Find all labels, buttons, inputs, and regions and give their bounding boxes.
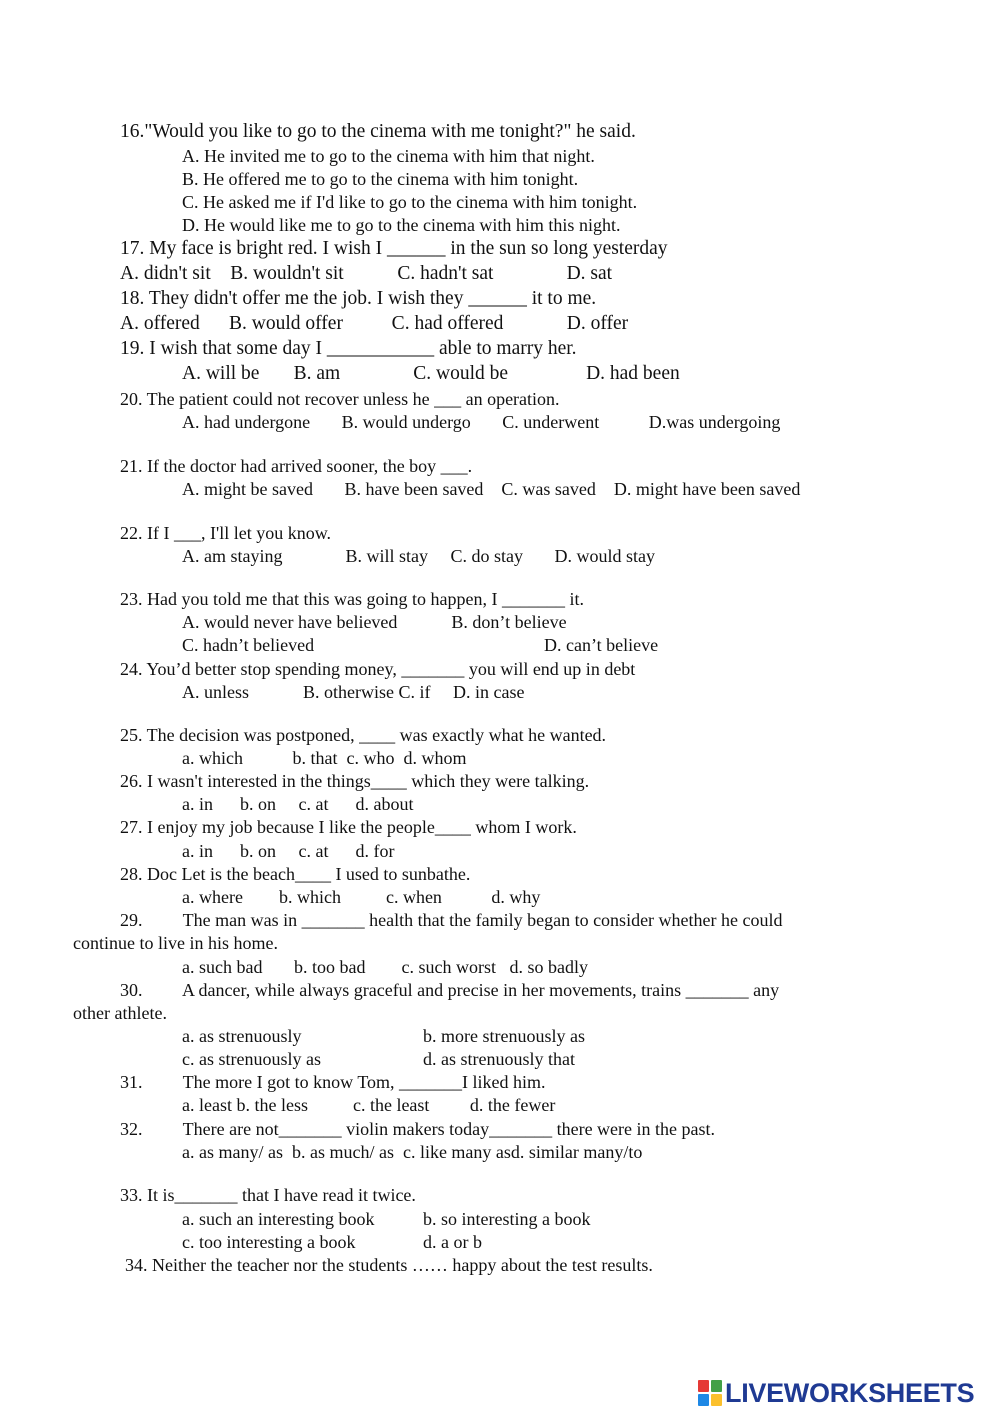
question-22: 22. If I ___, I'll let you know.	[120, 523, 332, 543]
question-33: 33. It is_______ that I have read it twice.	[120, 1185, 416, 1205]
question-32: 32. There are not_______ violin makers today_______ there were in the past.	[120, 1119, 716, 1139]
question-18: 18. They didn't offer me the job. I wish they ______ it to me.	[120, 288, 597, 309]
option-33b: b. so interesting a book	[423, 1209, 591, 1229]
logo-square-yellow	[711, 1394, 722, 1406]
question-31: 31. The more I got to know Tom, _______I liked him.	[120, 1072, 546, 1092]
question-34: 34. Neither the teacher nor the students …… happy about the test results.	[125, 1255, 653, 1275]
option-30d: d. as strenuously that	[423, 1049, 575, 1069]
options-22: A. am staying B. will stay C. do stay D. would stay	[182, 546, 655, 566]
option-16d: D. He would like me to go to the cinema with him this night.	[182, 215, 621, 235]
options-27: a. in b. on c. at d. for	[182, 841, 395, 861]
logo-square-red	[698, 1380, 709, 1392]
question-20: 20. The patient could not recover unless he ___ an operation.	[120, 389, 560, 409]
logo-text: LIVEWORKSHEETS	[725, 1377, 975, 1408]
options-24: A. unless B. otherwise C. if D. in case	[182, 682, 525, 702]
option-33a: a. such an interesting book	[182, 1209, 375, 1229]
liveworksheets-logo-icon	[698, 1380, 722, 1406]
options-25: a. which b. that c. who d. whom	[182, 748, 467, 768]
option-23c: C. hadn’t believed	[182, 635, 315, 655]
option-16a: A. He invited me to go to the cinema with him that night.	[182, 146, 595, 166]
option-30c: c. as strenuously as	[182, 1049, 321, 1069]
option-30b: b. more strenuously as	[423, 1026, 585, 1046]
option-16c: C. He asked me if I'd like to go to the cinema with him tonight.	[182, 192, 638, 212]
question-30-cont: other athlete.	[73, 1003, 167, 1023]
question-28: 28. Doc Let is the beach____ I used to sunbathe.	[120, 864, 471, 884]
options-31: a. least b. the less c. the least d. the fewer	[182, 1095, 556, 1115]
options-29: a. such bad b. too bad c. such worst d. so badly	[182, 957, 588, 977]
options-32: a. as many/ as b. as much/ as c. like many asd. similar many/to	[182, 1142, 643, 1162]
question-30: 30. A dancer, while always graceful and precise in her movements, trains _______ any	[120, 980, 780, 1000]
option-23d: D. can’t believe	[544, 635, 659, 655]
options-20: A. had undergone B. would undergo C. underwent D.was undergoing	[182, 412, 781, 432]
question-29-cont: continue to live in his home.	[73, 933, 278, 953]
options-21: A. might be saved B. have been saved C. was saved D. might have been saved	[182, 479, 801, 499]
options-19: A. will be B. am C. would be D. had been	[182, 363, 680, 384]
liveworksheets-logo	[698, 1378, 974, 1408]
option-16b: B. He offered me to go to the cinema with him tonight.	[182, 169, 579, 189]
question-19: 19. I wish that some day I ___________ able to marry her.	[120, 338, 577, 359]
option-33c: c. too interesting a book	[182, 1232, 356, 1252]
option-30a: a. as strenuously	[182, 1026, 302, 1046]
question-24: 24. You’d better stop spending money, _______ you will end up in debt	[120, 659, 636, 679]
question-27: 27. I enjoy my job because I like the people____ whom I work.	[120, 817, 577, 837]
option-33d: d. a or b	[423, 1232, 482, 1252]
options-28: a. where b. which c. when d. why	[182, 887, 541, 907]
question-25: 25. The decision was postponed, ____ was exactly what he wanted.	[120, 725, 607, 745]
question-17: 17. My face is bright red. I wish I ______ in the sun so long yesterday	[120, 238, 668, 259]
options-26: a. in b. on c. at d. about	[182, 794, 414, 814]
options-17: A. didn't sit B. wouldn't sit C. hadn't sat D. sat	[120, 263, 613, 284]
options-23-ab: A. would never have believed B. don’t believe	[182, 612, 567, 632]
question-21: 21. If the doctor had arrived sooner, the boy ___.	[120, 456, 473, 476]
logo-square-green	[711, 1380, 722, 1392]
question-26: 26. I wasn't interested in the things____ which they were talking.	[120, 771, 590, 791]
question-29: 29. The man was in _______ health that the family began to consider whether he could	[120, 910, 783, 930]
options-18: A. offered B. would offer C. had offered D. offer	[120, 313, 629, 334]
logo-square-blue	[698, 1394, 709, 1406]
question-16: 16."Would you like to go to the cinema with me tonight?" he said.	[120, 121, 636, 142]
question-23: 23. Had you told me that this was going to happen, I _______ it.	[120, 589, 584, 609]
